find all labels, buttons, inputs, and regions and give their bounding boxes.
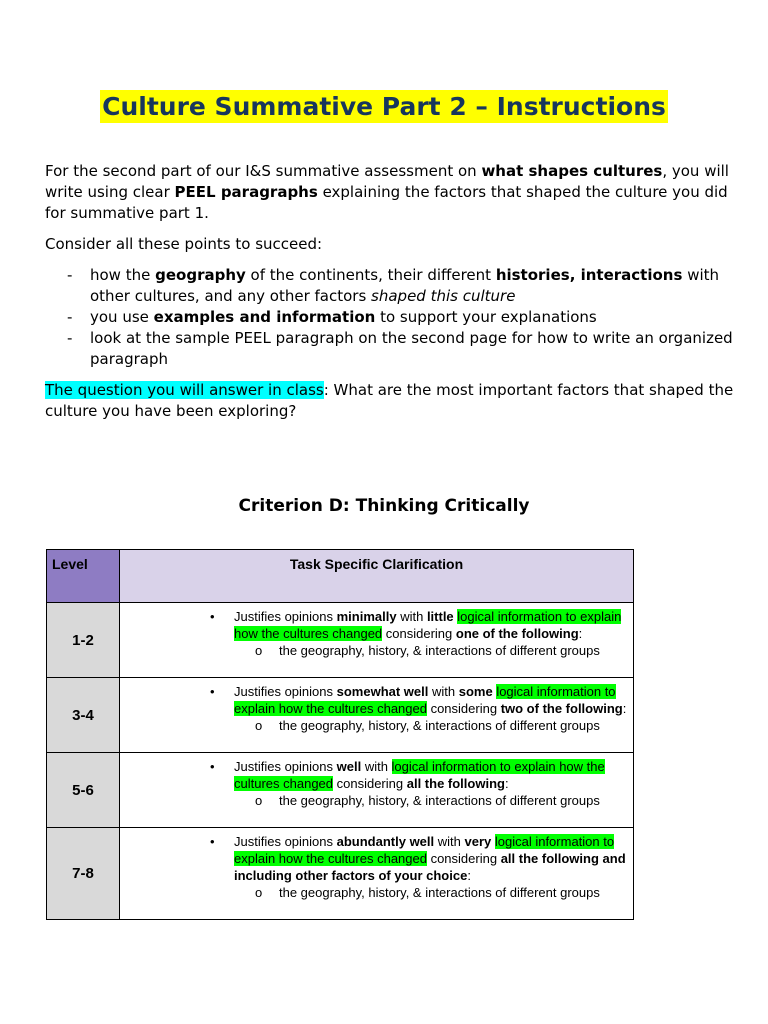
rubric-table [46, 549, 634, 920]
point-text: you use [90, 308, 154, 326]
point-bold: histories [495, 266, 570, 284]
sub-bullet-text: the geography, history, & interactions of different groups [279, 885, 600, 900]
level-column-header: Level [47, 550, 120, 603]
table-row [47, 753, 634, 828]
description-cell [120, 603, 634, 678]
table-row [47, 603, 634, 678]
desc-text: with [396, 609, 427, 624]
intro-text-3: explaining the factors that shaped the culture you did for summative part 1. [45, 183, 728, 222]
title-wrapper [0, 90, 768, 123]
bullet-marker: • [210, 834, 215, 849]
desc-highlight: logical information to explain how the cultures changed [234, 609, 622, 641]
desc-text: : [578, 626, 583, 641]
sub-bullet-marker: o [255, 643, 263, 658]
desc-highlight: logical information to explain how the cultures changed [234, 759, 605, 791]
point-text: with other cultures, and any other factors [90, 266, 720, 305]
desc-text: with [361, 759, 392, 774]
task-column-header: Task Specific Clarification [120, 550, 634, 603]
point-bold: examples and information [153, 308, 376, 326]
sub-bullet-marker: o [255, 793, 263, 808]
bullet-item [210, 683, 627, 717]
points-list [45, 265, 735, 370]
desc-text: Justifies opinions [234, 684, 337, 699]
point-item [45, 265, 735, 307]
intro-paragraph [45, 161, 735, 224]
criterion-title: Criterion D: Thinking Critically [238, 496, 530, 516]
desc-text: Justifies opinions [234, 759, 337, 774]
description-cell [120, 828, 634, 920]
level-cell: 5-6 [47, 753, 120, 828]
point-text: look at the sample PEEL paragraph on the second page for how to write an organized paragraph [90, 329, 733, 368]
desc-highlight: logical information to explain how the cultures changed [234, 684, 616, 716]
page-title: Culture Summative Part 2 – Instructions [102, 92, 666, 121]
bullet-marker: • [210, 609, 215, 624]
point-bold: interactions [580, 266, 683, 284]
intro-text-1: For the second part of our I&S summative assessment on [45, 162, 482, 180]
question-label: The question you will answer in class [45, 381, 324, 399]
dash-marker: - [67, 329, 73, 347]
desc-text: with [434, 834, 465, 849]
desc-bold: some [458, 684, 493, 699]
bullet-item [210, 833, 627, 884]
point-text: of the continents, their different [245, 266, 496, 284]
bullet-item [210, 758, 627, 792]
intro-bold-2: PEEL paragraphs [174, 183, 318, 201]
desc-text: considering [333, 776, 407, 791]
desc-bold: somewhat well [336, 684, 429, 699]
sub-bullet-item [234, 884, 627, 901]
desc-bold: all the following and including other factors of your choice [234, 851, 626, 883]
desc-text: : [467, 868, 471, 883]
sub-bullet-item [234, 717, 627, 734]
desc-text: considering [426, 851, 501, 866]
sub-bullet-text: the geography, history, & interactions of different groups [279, 793, 600, 808]
bullet-marker: • [210, 684, 215, 699]
dash-marker: - [67, 266, 73, 284]
level-cell: 7-8 [47, 828, 120, 920]
question-text: : What are the most important factors that shaped the culture you have been exploring? [45, 381, 734, 420]
desc-text: Justifies opinions [234, 609, 337, 624]
level-cell: 1-2 [47, 603, 120, 678]
desc-highlight: logical information to explain how the cultures changed [234, 834, 615, 866]
question-paragraph [45, 380, 735, 422]
desc-text: Justifies opinions [234, 834, 337, 849]
sub-bullet-text: the geography, history, & interactions of different groups [279, 718, 600, 733]
sub-bullet-marker: o [255, 885, 263, 900]
sub-bullet-item [234, 642, 627, 659]
level-cell: 3-4 [47, 678, 120, 753]
desc-bold: two of the following [500, 701, 623, 716]
bullet-marker: • [210, 759, 215, 774]
point-text: to support your explanations [375, 308, 597, 326]
description-cell [120, 678, 634, 753]
desc-bold: one of the following [455, 626, 579, 641]
description-cell [120, 753, 634, 828]
consider-line: Consider all these points to succeed: [45, 235, 323, 253]
desc-text: with [428, 684, 459, 699]
table-header-row [47, 550, 634, 603]
point-text: how the [90, 266, 156, 284]
point-bold: , [569, 266, 581, 284]
desc-text: : [622, 701, 627, 716]
sub-bullet-item [234, 792, 627, 809]
point-italic: shaped this culture [371, 287, 516, 305]
intro-bold-1: what shapes cultures [481, 162, 663, 180]
desc-bold: well [336, 759, 362, 774]
intro-text-2: , you will write using clear [45, 162, 729, 201]
point-item [45, 307, 735, 328]
dash-marker: - [67, 308, 73, 326]
desc-bold: abundantly well [336, 834, 435, 849]
point-item [45, 328, 735, 370]
point-bold: geography [155, 266, 246, 284]
desc-bold: all the following [406, 776, 505, 791]
desc-bold: minimally [336, 609, 397, 624]
table-row [47, 828, 634, 920]
desc-text: considering [426, 701, 501, 716]
sub-bullet-marker: o [255, 718, 263, 733]
desc-bold: very [464, 834, 492, 849]
desc-text: considering [382, 626, 456, 641]
desc-bold: little [426, 609, 454, 624]
bullet-item [210, 608, 627, 642]
table-row [47, 678, 634, 753]
sub-bullet-text: the geography, history, & interactions of different groups [279, 643, 600, 658]
desc-text: : [504, 776, 509, 791]
